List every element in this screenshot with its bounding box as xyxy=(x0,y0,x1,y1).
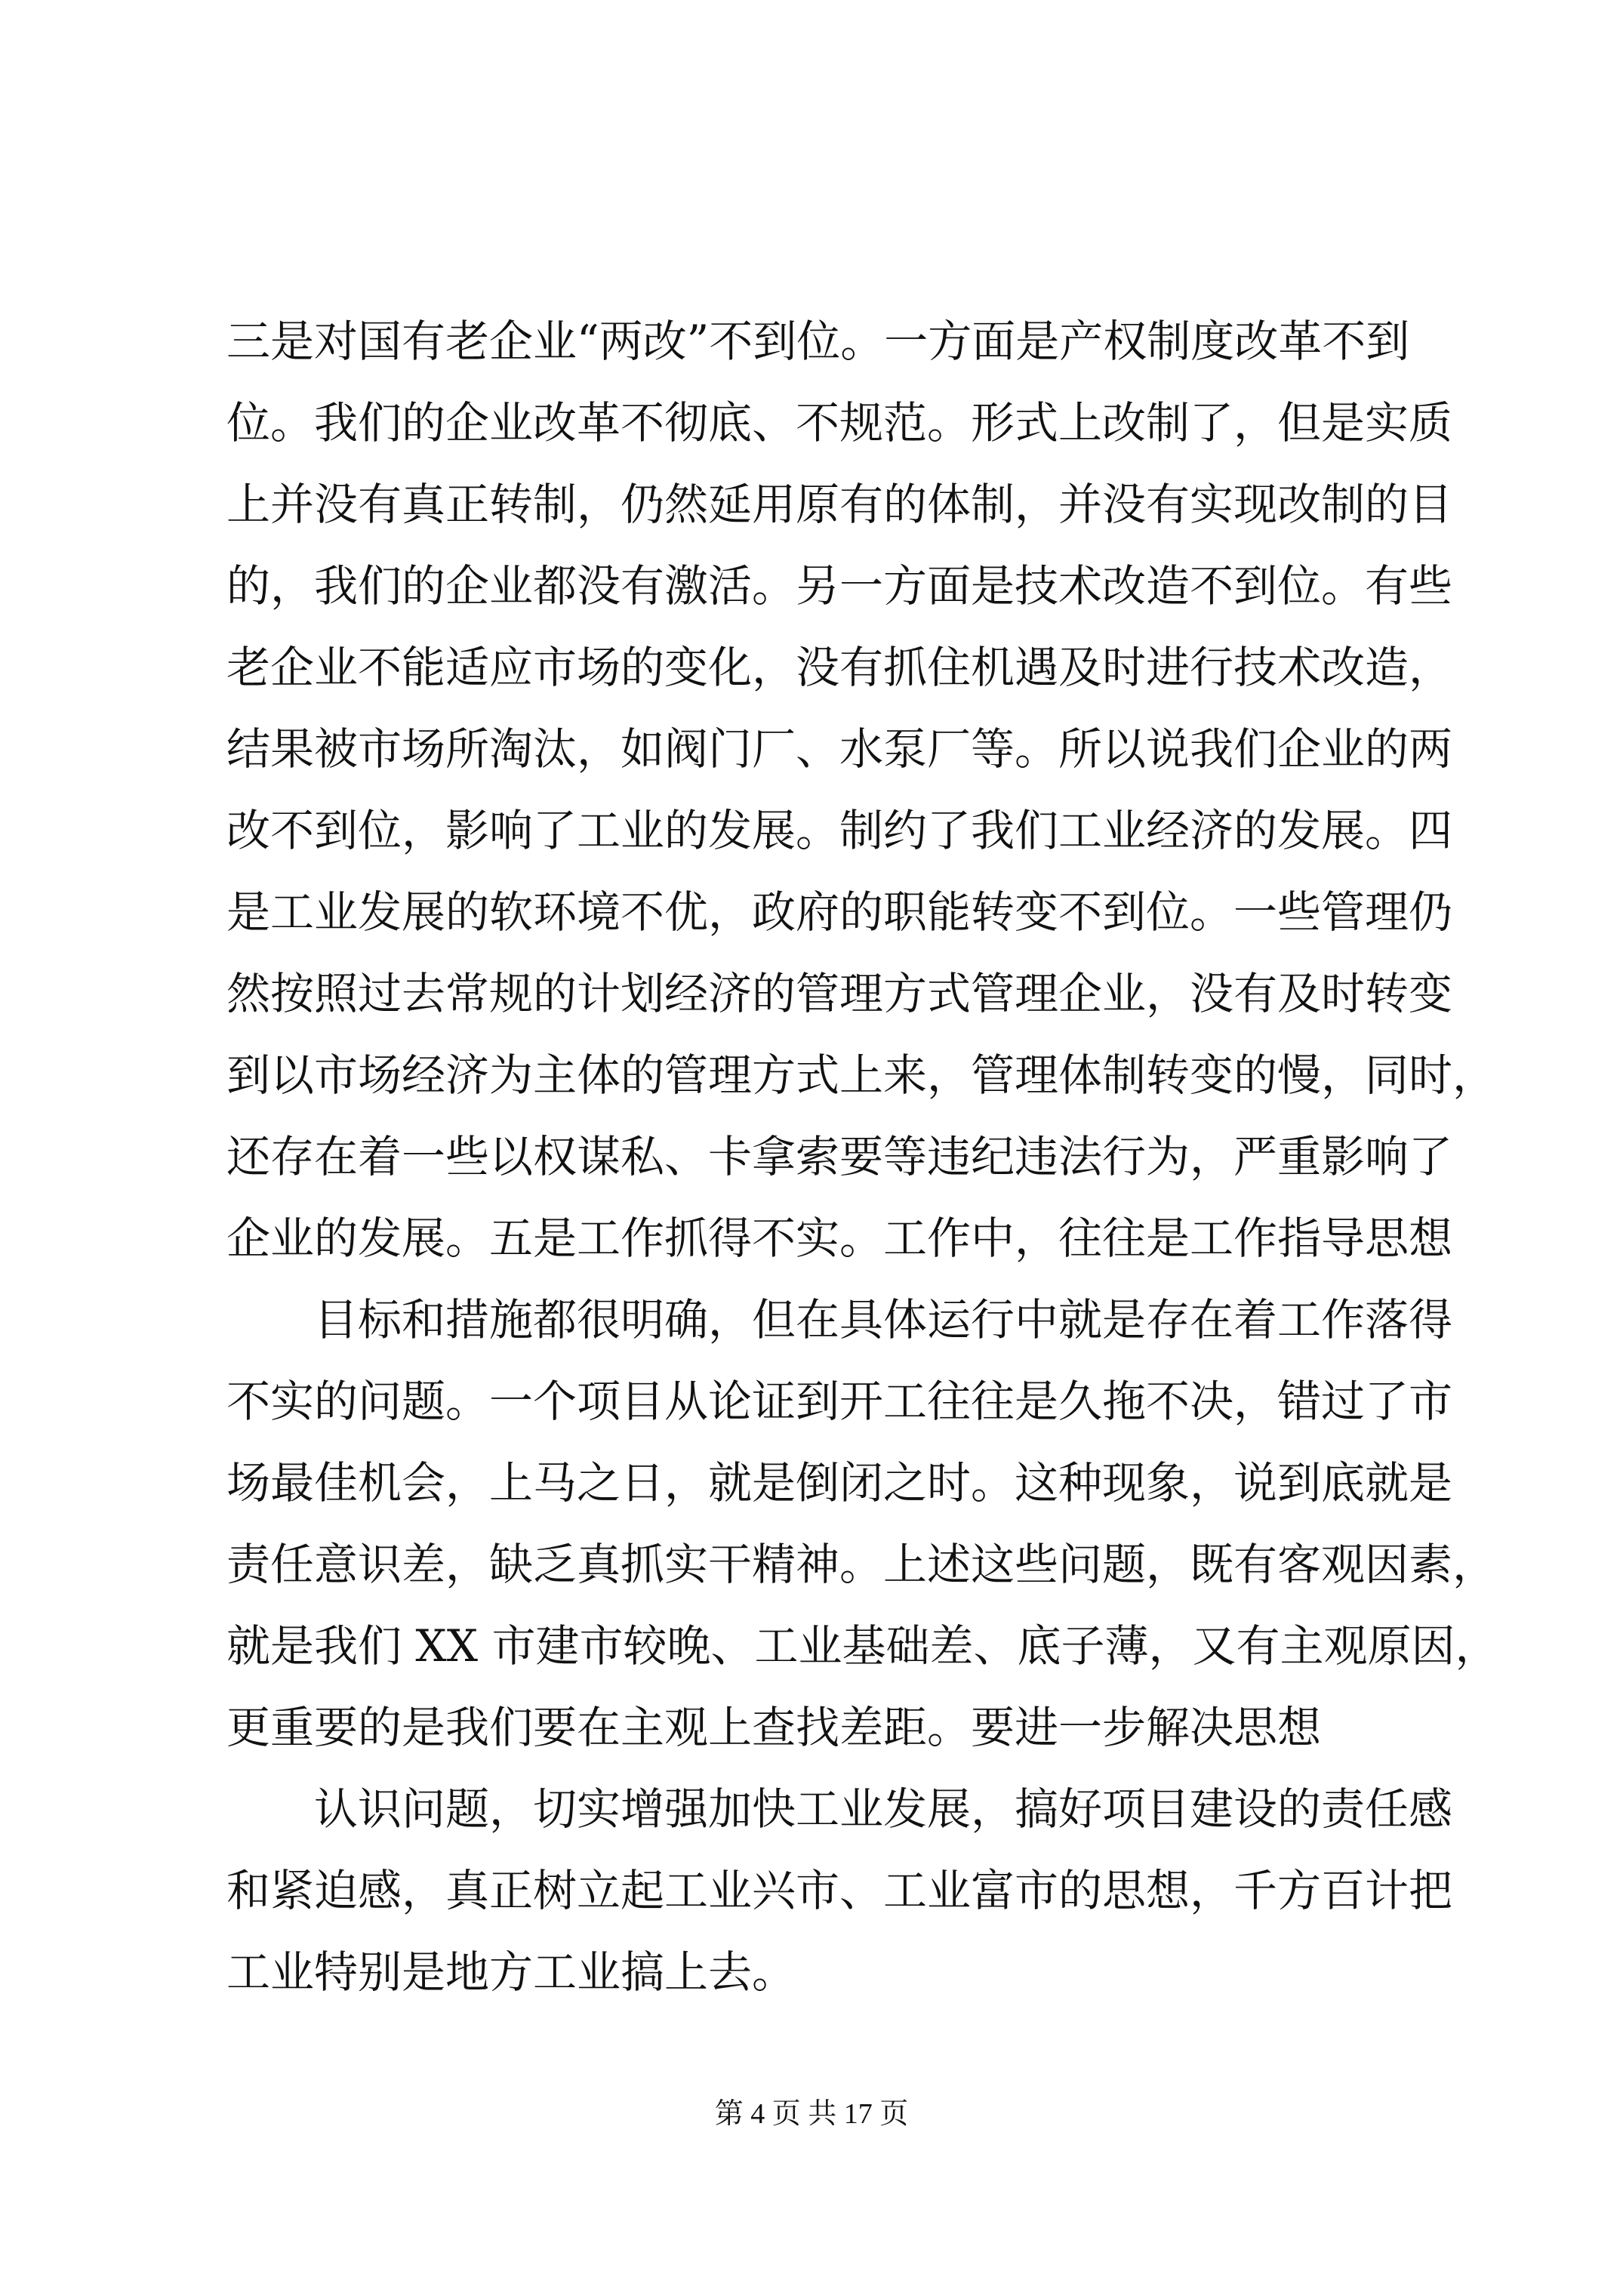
text-line: 三是对国有老企业“两改”不到位。一方面是产权制度改革不到 xyxy=(226,316,1410,367)
document-body xyxy=(226,300,1499,2013)
text-line: 还存在着一些以权谋私、卡拿索要等违纪违法行为，严重影响了 xyxy=(226,1131,1453,1182)
text-line: 企业的发展。五是工作抓得不实。工作中，往往是工作指导思想 xyxy=(226,1213,1453,1264)
text-line: 工业特别是地方工业搞上去。 xyxy=(226,1946,796,1998)
text-line: 改不到位，影响了工业的发展。制约了我们工业经济的发展。四 xyxy=(226,805,1453,856)
text-line: 然按照过去常规的计划经济的管理方式管理企业，没有及时转变 xyxy=(226,968,1453,1019)
text-line: 目标和措施都很明确，但在具体运行中就是存在着工作落得 xyxy=(314,1294,1453,1345)
text-line: 就是我们 XX 市建市较晚、工业基础差、底子薄，又有主观原因， xyxy=(226,1620,1499,1672)
text-line: 上并没有真正转制，仍然延用原有的体制，并没有实现改制的目 xyxy=(226,479,1453,530)
text-line: 更重要的是我们要在主观上查找差距。要进一步解决思想 xyxy=(226,1702,1322,1753)
text-line: 是工业发展的软环境不优，政府的职能转变不到位。一些管理仍 xyxy=(226,886,1453,938)
text-line: 位。我们的企业改革不彻底、不规范。形式上改制了，但是实质 xyxy=(226,397,1453,448)
text-line: 到以市场经济为主体的管理方式上来，管理体制转变的慢，同时， xyxy=(226,1049,1497,1101)
text-line: 认识问题，切实增强加快工业发展，搞好项目建设的责任感 xyxy=(314,1783,1453,1835)
text-line: 场最佳机会，上马之日，就是倒闭之时。这种现象，说到底就是 xyxy=(226,1457,1453,1509)
text-line: 的，我们的企业都没有激活。另一方面是技术改造不到位。有些 xyxy=(226,560,1453,612)
text-line: 不实的问题。一个项目从论证到开工往往是久拖不决，错过了市 xyxy=(226,1376,1453,1427)
page-footer: 第 4 页 共 17 页 xyxy=(714,2098,909,2130)
text-line: 责任意识差，缺乏真抓实干精神。上述这些问题，既有客观因素， xyxy=(226,1539,1497,1590)
text-line: 和紧迫感，真正树立起工业兴市、工业富市的思想，千方百计把 xyxy=(226,1865,1453,1916)
text-line: 老企业不能适应市场的变化，没有抓住机遇及时进行技术改造， xyxy=(226,642,1453,693)
text-line: 结果被市场所淘汰，如阀门厂、水泵厂等。所以说我们企业的两 xyxy=(226,723,1453,775)
